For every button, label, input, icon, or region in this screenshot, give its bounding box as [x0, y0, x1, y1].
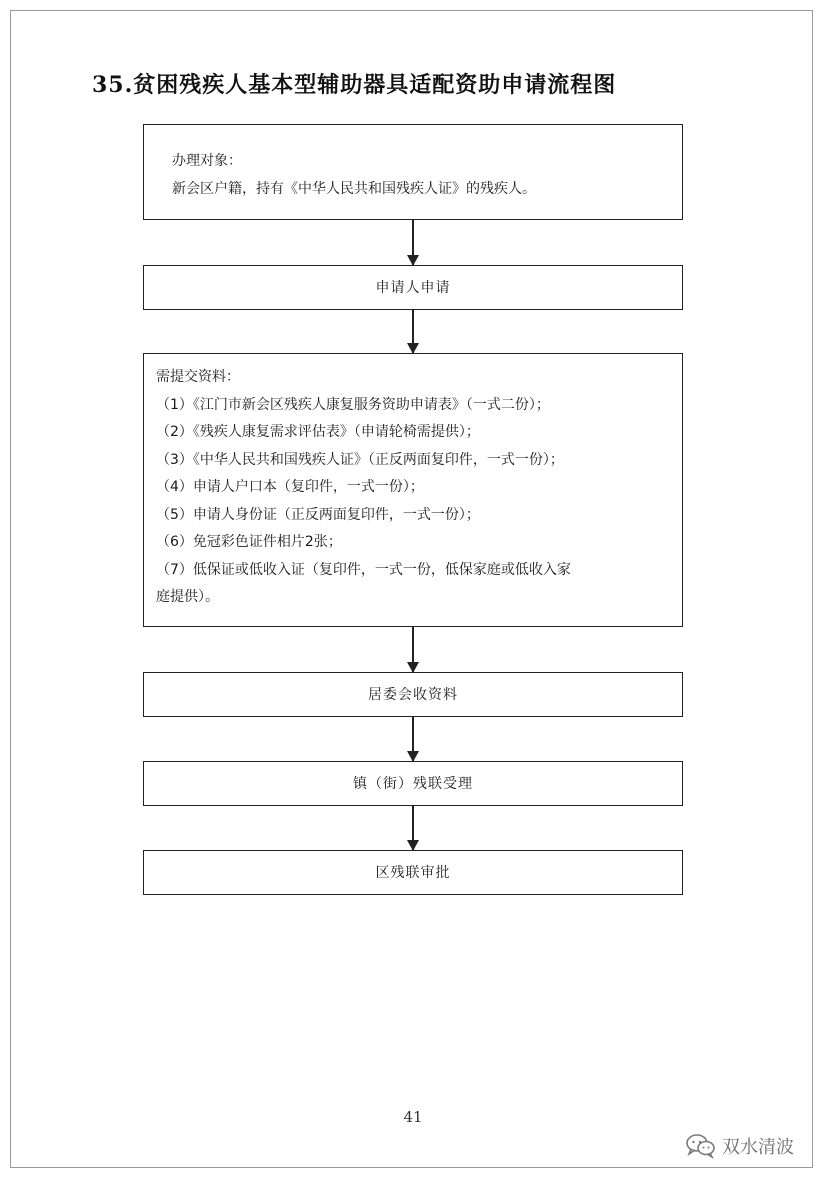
- flow-arrow-5: [412, 806, 414, 850]
- target-label: 办理对象：: [172, 153, 242, 169]
- material-item-continued: 庭提供）。: [156, 589, 219, 605]
- target-text: 新会区户籍，持有《中华人民共和国残疾人证》的残疾人。: [172, 181, 536, 197]
- collect-label: 居委会收资料: [368, 686, 458, 703]
- step-apply-box: [143, 265, 683, 310]
- step-materials-box: [143, 353, 683, 627]
- apply-label: 申请人申请: [375, 279, 451, 296]
- material-item: （3）《中华人民共和国残疾人证》（正反两面复印件，一式一份）；: [156, 451, 564, 468]
- materials-label: 需提交资料：: [156, 369, 240, 385]
- material-item: （5）申请人身份证（正反两面复印件，一式一份）；: [156, 506, 480, 523]
- material-item: （4）申请人户口本（复印件，一式一份）；: [156, 479, 424, 495]
- material-item: （6）免冠彩色证件相片2张；: [156, 534, 342, 550]
- flow-arrow-1: [412, 220, 414, 265]
- step-target-box: [143, 124, 683, 220]
- flow-arrow-4: [412, 717, 414, 761]
- material-item: （1）《江门市新会区残疾人康复服务资助申请表》（一式二份）；: [156, 396, 550, 413]
- watermark-text: 双水清波: [722, 1137, 794, 1158]
- wechat-icon: [686, 1133, 716, 1159]
- material-item: （7）低保证或低收入证（复印件，一式一份，低保家庭或低收入家: [156, 561, 571, 578]
- step-collect-box: [143, 672, 683, 717]
- watermark: [686, 1133, 794, 1159]
- page-number: 41: [403, 1108, 423, 1126]
- material-item: （2）《残疾人康复需求评估表》（申请轮椅需提供）；: [156, 424, 480, 440]
- step-accept-box: [143, 761, 683, 806]
- accept-label: 镇（街）残联受理: [353, 775, 473, 792]
- flow-arrow-2: [412, 310, 414, 353]
- approve-label: 区残联审批: [375, 864, 451, 881]
- flow-arrow-3: [412, 627, 414, 672]
- page-title: 35.贫困残疾人基本型辅助器具适配资助申请流程图: [92, 72, 617, 98]
- step-approve-box: [143, 850, 683, 895]
